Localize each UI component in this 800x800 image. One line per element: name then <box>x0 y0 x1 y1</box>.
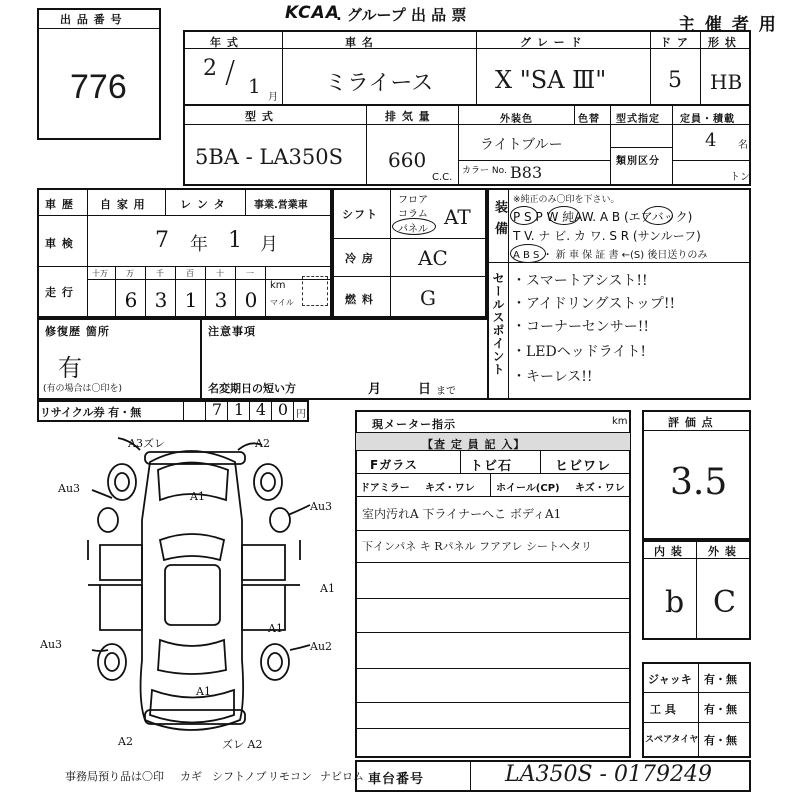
diagram-mark: Au3 <box>310 500 333 513</box>
name-label: 車 名 <box>345 36 374 49</box>
color-no-label: カラー No. <box>462 166 507 176</box>
mileage-digit: 1 <box>184 288 198 312</box>
mile-unit: マイル <box>270 298 294 307</box>
interior-value: b <box>665 585 685 620</box>
diagram-mark: A1 <box>190 490 205 503</box>
equipment-line1: P S P W 純AW. A B (エアバック) <box>513 210 693 224</box>
glass-label: Fガラス <box>370 458 418 472</box>
recycle-digit: 1 <box>233 400 245 419</box>
name-change-day: 日 <box>418 382 432 397</box>
organizer-label: 主 催 者 用 <box>678 15 778 35</box>
footer-item-key: カギ <box>180 770 202 783</box>
color-no-value: B83 <box>510 163 543 182</box>
interior-label: 内 装 <box>654 545 683 558</box>
class-label: 類別区分 <box>616 156 660 167</box>
ac-label: 冷 房 <box>345 252 374 265</box>
chassis-label: 車台番号 <box>368 772 425 787</box>
model-value: 5BA - LA350S <box>195 145 343 169</box>
unit-1k: 千 <box>156 269 164 278</box>
grade-label: グ レ ー ド <box>520 36 583 49</box>
tool-jack-value: 有・無 <box>704 673 737 686</box>
sales-point-item: ・スマートアシスト!! <box>512 273 648 289</box>
glass-crack: ヒビワレ <box>555 459 612 474</box>
footer-item-remote: リモコン <box>268 770 312 783</box>
type-designation-label: 型式指定 <box>616 114 660 125</box>
color-num-label: 色替 <box>578 114 600 125</box>
wheel-option: キズ・ワレ <box>575 483 625 494</box>
mileage-digit: 6 <box>124 288 138 312</box>
tool-kit: 工 具 <box>650 703 676 716</box>
tool-spare: スペアタイヤ <box>645 735 699 745</box>
unit-100: 百 <box>186 269 194 278</box>
diagram-mark: A1 <box>320 582 335 595</box>
footer-item-navirom: ナビロム <box>320 770 364 783</box>
recycle-digit: 7 <box>211 400 223 419</box>
sales-point-item: ・LEDヘッドライト! <box>512 344 646 360</box>
repair-value: 有 <box>58 354 82 382</box>
shift-floor: フロア <box>398 195 428 206</box>
month-value: 1 <box>248 74 261 98</box>
diagram-mark: A2 <box>255 437 270 450</box>
unit-10k: 万 <box>126 269 134 278</box>
footer-item-shiftknob: シフトノブ <box>212 770 267 783</box>
meter-km: km <box>612 416 628 427</box>
remark-line: 室内汚れA 下ライナーへこ ボディA1 <box>362 507 562 521</box>
capacity-value: 4 <box>705 130 717 151</box>
recycle-digit: 4 <box>255 400 267 419</box>
mileage-digit: 0 <box>244 288 258 312</box>
year-label: 年 式 <box>210 36 239 49</box>
displacement-value: 660 <box>388 148 427 172</box>
mirror-option: キズ・ワレ <box>425 483 475 494</box>
recycle-digit: 0 <box>277 400 289 419</box>
brand-logo: KCAA <box>285 3 340 23</box>
fuel-label: 燃 料 <box>345 293 374 306</box>
form-title: . グループ 出 品 票 <box>336 6 467 24</box>
ton-unit: トン <box>730 172 750 183</box>
sales-point-item: ・キーレス!! <box>512 369 593 385</box>
exterior-label: 外 装 <box>708 545 737 558</box>
grade-value: X "SA Ⅲ" <box>495 66 607 94</box>
lot-label: 出 品 番 号 <box>60 13 123 26</box>
glass-chip: トビ石 <box>470 459 513 474</box>
inspection-year-unit: 年 <box>190 234 208 255</box>
diagram-mark: A2 <box>118 735 133 748</box>
km-unit: km <box>270 280 286 291</box>
history-business: 事業.営業車 <box>254 200 308 211</box>
recycle-label: リサイクル券 有・無 <box>40 406 142 419</box>
shift-panel: パネル <box>398 224 428 235</box>
ac-value: AC <box>418 246 448 270</box>
year-value: 2 <box>203 56 217 81</box>
shape-value: HB <box>710 70 743 94</box>
name-change-label: 名変期日の短い方 <box>208 382 296 395</box>
yen-unit: 円 <box>296 409 306 420</box>
score-label: 評 価 点 <box>668 416 714 429</box>
sales-point-item: ・コーナーセンサー!! <box>512 319 649 335</box>
inspection-year: 7 <box>155 228 169 253</box>
model-label: 型 式 <box>245 110 274 123</box>
history-label: 車 歴 <box>45 198 74 211</box>
diagram-mark: A1 <box>268 622 283 635</box>
tool-kit-value: 有・無 <box>704 703 737 716</box>
remark-line: 下インパネ キ Rパネル フアアレ シートヘタリ <box>362 540 593 553</box>
repair-note: (有の場合は〇印を) <box>43 384 123 394</box>
notes-label: 注意事項 <box>208 325 256 338</box>
equipment-line2: T V. ナ ビ. カ ワ. S R (サンルーフ) <box>513 229 701 243</box>
inspector-title: 【査 定 員 記 入】 <box>422 438 526 451</box>
month-unit: 月 <box>268 92 278 103</box>
meter-label: 現メーター指示 <box>372 418 456 431</box>
cc-unit: C.C. <box>432 172 453 183</box>
sales-points-label: セールスポイント <box>491 272 505 376</box>
shift-label: シフト <box>342 208 378 221</box>
inspection-label: 車 検 <box>45 237 74 250</box>
doors-label: ド ア <box>660 36 689 49</box>
history-rental: レ ン タ <box>180 198 226 211</box>
equipment-line3: A B S ・ 新 車 保 証 書 ←(S) 後日送りのみ <box>513 250 708 261</box>
shift-value: AT <box>444 205 471 229</box>
doors-value: 5 <box>668 68 682 93</box>
displacement-label: 排 気 量 <box>385 110 431 123</box>
diagram-mark: A3ズレ <box>128 437 165 450</box>
capacity-unit: 名 <box>738 140 748 151</box>
name-change-month: 月 <box>368 382 382 397</box>
mirror-label: ドアミラー <box>360 483 410 494</box>
exterior-value: C <box>713 585 736 620</box>
tool-jack: ジャッキ <box>648 673 692 686</box>
lot-number: 776 <box>70 68 127 106</box>
equipment-note: ※純正のみ〇印を下さい。 <box>513 195 620 205</box>
inspection-month-unit: 月 <box>260 234 278 255</box>
diagram-mark: Au2 <box>310 640 333 653</box>
wheel-label: ホイール(CP) <box>496 483 560 494</box>
tool-spare-value: 有・無 <box>704 734 737 747</box>
chassis-number: LA350S - 0179249 <box>505 762 712 787</box>
mileage-digit: 3 <box>154 288 168 312</box>
shift-column: コラム <box>398 209 428 220</box>
shape-label: 形 状 <box>708 36 737 49</box>
sales-point-item: ・アイドリングストップ!! <box>512 296 676 312</box>
mileage-digit: 3 <box>214 288 228 312</box>
inspection-month: 1 <box>228 228 242 253</box>
diagram-mark: A1 <box>196 685 211 698</box>
repair-label: 修復歴 箇所 <box>45 325 110 338</box>
fuel-value: G <box>420 286 436 310</box>
diagram-mark: ズレ A2 <box>222 738 263 751</box>
unit-10: 十 <box>216 269 224 278</box>
mileage-label: 走 行 <box>45 286 74 299</box>
diagram-mark: Au3 <box>58 482 81 495</box>
unit-1: 一 <box>246 269 254 278</box>
office-note: 事務局預り品は〇印 <box>65 770 164 783</box>
history-private: 自 家 用 <box>100 198 146 211</box>
unit-100k: 十万 <box>92 269 108 278</box>
equipment-label: 装 備 <box>492 200 507 237</box>
name-change-until: まで <box>436 386 456 397</box>
car-name: ミライース <box>325 71 434 96</box>
color-label: 外装色 <box>500 114 533 125</box>
color-value: ライトブルー <box>480 137 563 153</box>
score-value: 3.5 <box>670 462 728 503</box>
diagram-mark: Au3 <box>40 638 63 651</box>
capacity-label: 定員・積載 <box>680 114 735 125</box>
